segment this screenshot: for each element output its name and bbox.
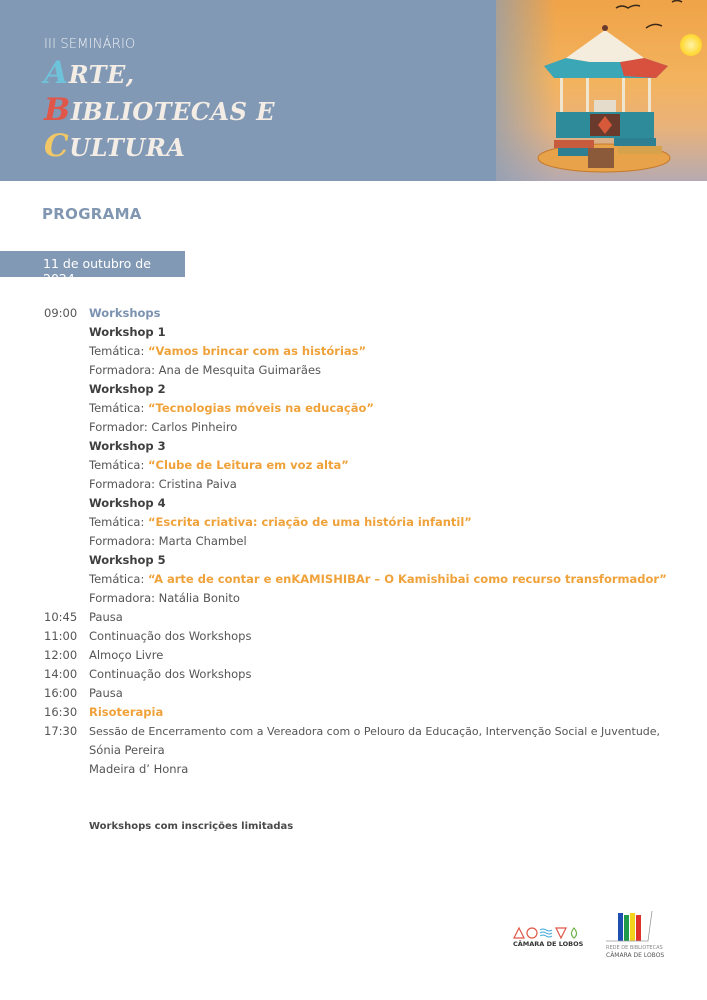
row-text: Formadora: Cristina Paiva [89, 477, 237, 491]
row-text: Workshop 1 [89, 325, 166, 339]
title-cap-c: C [44, 128, 70, 164]
theme-value: “Vamos brincar com as histórias” [148, 344, 367, 358]
title-rest-bibliotecas: IBLIOTECAS E [70, 97, 276, 126]
row-text: Sónia Pereira [89, 743, 165, 757]
theme-label: Temática: [89, 344, 148, 358]
row-text: Formadora: Ana de Mesquita Guimarães [89, 363, 322, 377]
program-heading: PROGRAMA [42, 205, 142, 223]
header-banner [0, 0, 707, 181]
row-time: 10:45 [44, 610, 78, 624]
shapes-icon [513, 926, 583, 940]
row-text: Continuação dos Workshops [89, 667, 252, 681]
theme-label: Temática: [89, 515, 148, 529]
row-theme [89, 399, 374, 418]
row-text: Workshop 4 [89, 496, 166, 510]
row-theme [89, 513, 472, 532]
row-text: Workshop 3 [89, 439, 166, 453]
theme-value: “Escrita criativa: criação de uma história infantil” [148, 515, 472, 529]
date-band [0, 251, 185, 286]
gazebo-illustration [496, 0, 707, 181]
title-line-cultura [44, 128, 186, 164]
event-date: 11 de outubro de 2024 [43, 256, 151, 286]
rede-logo-line1: REDE DE BIBLIOTECAS [606, 945, 663, 951]
row-text: Pausa [89, 686, 123, 700]
row-text: Formador: Carlos Pinheiro [89, 420, 238, 434]
theme-label: Temática: [89, 401, 148, 415]
row-text: Formadora: Marta Chambel [89, 534, 247, 548]
row-text: Workshop 2 [89, 382, 166, 396]
row-text: Risoterapia [89, 705, 164, 719]
theme-label: Temática: [89, 572, 148, 586]
row-text: Almoço Livre [89, 648, 164, 662]
row-text: Continuação dos Workshops [89, 629, 252, 643]
row-time: 17:30 [44, 724, 78, 738]
row-text: Workshops [89, 306, 161, 320]
row-time: 14:00 [44, 667, 78, 681]
rede-bibliotecas-logo [604, 909, 670, 961]
rede-logo-line2: CÂMARA DE LOBOS [606, 952, 665, 959]
row-theme [89, 570, 667, 589]
camara-de-lobos-logo [513, 925, 583, 955]
row-theme [89, 342, 366, 361]
title-cap-a: A [44, 55, 69, 91]
theme-label: Temática: [89, 458, 148, 472]
title-line-bibliotecas [44, 92, 276, 128]
row-text: Sessão de Encerramento com a Vereadora com o Pelouro da Educação, Intervenção Social e Juventude, [89, 725, 661, 738]
row-time: 11:00 [44, 629, 78, 643]
title-line-arte [44, 55, 135, 91]
seminar-subtitle: III SEMINÁRIO [44, 37, 136, 52]
theme-value: “Clube de Leitura em voz alta” [148, 458, 349, 472]
header-title-block [0, 0, 496, 181]
row-time: 16:00 [44, 686, 78, 700]
row-text: Madeira d’ Honra [89, 762, 189, 776]
title-rest-arte: RTE, [68, 60, 135, 89]
row-time: 09:00 [44, 306, 78, 320]
row-text: Pausa [89, 610, 123, 624]
title-rest-cultura: ULTURA [69, 133, 186, 162]
camara-logo-text: CÂMARA DE LOBOS [513, 940, 584, 948]
row-theme [89, 456, 349, 475]
registration-note: Workshops com inscrições limitadas [89, 821, 294, 832]
books-icon [604, 909, 670, 945]
row-text: Workshop 5 [89, 553, 166, 567]
row-time: 12:00 [44, 648, 78, 662]
gazebo-books-icon [496, 0, 707, 181]
theme-value: “Tecnologias móveis na educação” [148, 401, 374, 415]
row-text: Formadora: Natália Bonito [89, 591, 240, 605]
title-cap-b: B [44, 92, 71, 128]
row-time: 16:30 [44, 705, 78, 719]
theme-value: “A arte de contar e enKAMISHIBAr – O Kamishibai como recurso transformador” [148, 572, 667, 586]
